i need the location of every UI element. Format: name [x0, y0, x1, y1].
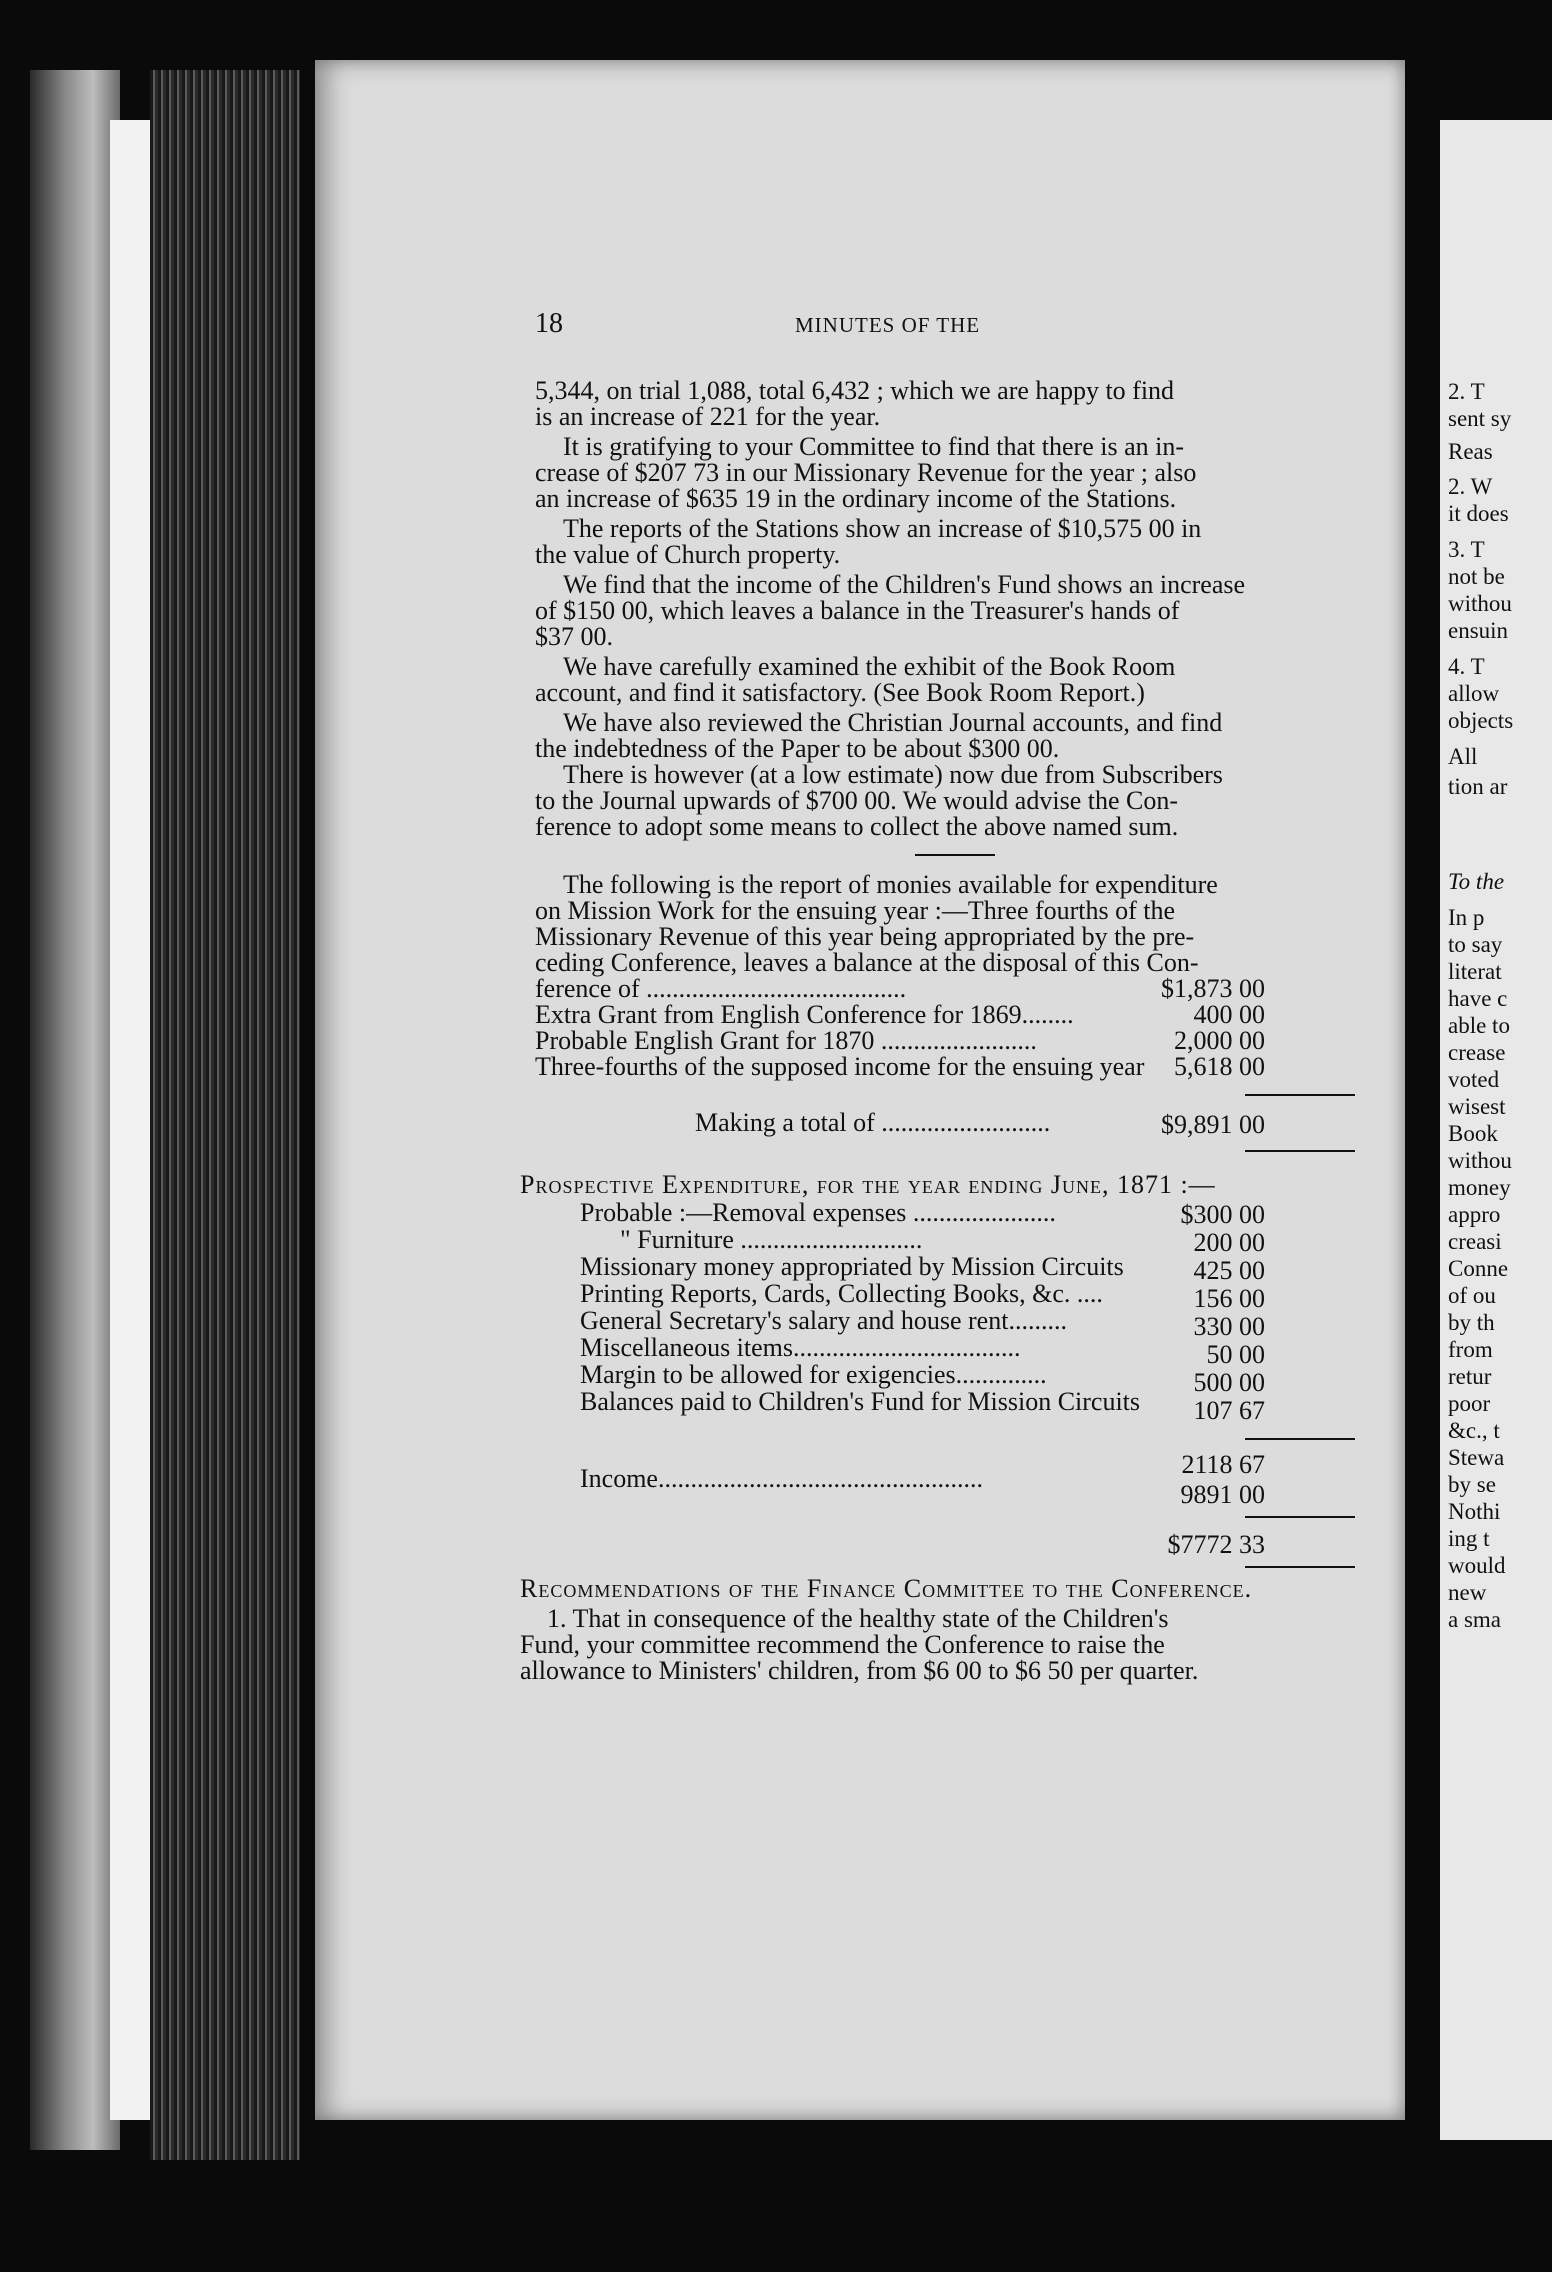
income-item-label: Probable English Grant for 1870 ........................ — [535, 1026, 1037, 1055]
facing-text: money — [1448, 1175, 1511, 1200]
body-line: We have also reviewed the Christian Journal accounts, and find — [563, 708, 1223, 737]
facing-text: to say — [1448, 932, 1503, 957]
body-line: $37 00. — [535, 622, 613, 651]
facing-text: withou — [1448, 1148, 1512, 1173]
facing-text: ensuin — [1448, 618, 1509, 643]
facing-text: 4. T — [1448, 654, 1485, 679]
facing-text: withou — [1448, 591, 1512, 616]
body-line: the indebtedness of the Paper to be about $300 00. — [535, 734, 1060, 763]
income-item-label: ference of ........................................ — [535, 974, 907, 1003]
sum-rule — [1245, 1516, 1355, 1518]
body-line: account, and find it satisfactory. (See Book Room Report.) — [535, 678, 1145, 707]
expenditure-item-label: Margin to be allowed for exigencies.............. — [580, 1360, 1047, 1389]
body-line: is an increase of 221 for the year. — [535, 402, 881, 431]
sum-rule — [1245, 1150, 1355, 1152]
income-item-label: Three-fourths of the supposed income for the ensuing year — [535, 1052, 1145, 1081]
facing-text: of ou — [1448, 1283, 1496, 1308]
facing-text: crease — [1448, 1040, 1506, 1065]
income-label: Income.................................................. — [580, 1464, 983, 1493]
expenditure-heading: Prospective Expenditure, for the year ending June, 1871 :— — [520, 1170, 1216, 1199]
facing-text: it does — [1448, 501, 1509, 526]
facing-text: 3. T — [1448, 537, 1485, 562]
expenditure-item-label: General Secretary's salary and house rent......... — [580, 1306, 1067, 1335]
income-item-label: Extra Grant from English Conference for 1869........ — [535, 1000, 1074, 1029]
body-line: ference to adopt some means to collect the above named sum. — [535, 812, 1179, 841]
facing-text: sent sy — [1448, 406, 1512, 431]
facing-text: a sma — [1448, 1607, 1502, 1632]
facing-text: new — [1448, 1580, 1487, 1605]
facing-text: appro — [1448, 1202, 1501, 1227]
income-item-amount: 400 00 — [1193, 1000, 1265, 1029]
page-number: 18 — [535, 308, 563, 339]
total-label: Making a total of .......................... — [695, 1108, 1051, 1137]
total-amount: $9,891 00 — [1161, 1110, 1265, 1139]
facing-text: not be — [1448, 564, 1505, 589]
expenditure-item-amount: $300 00 — [1180, 1200, 1265, 1229]
body-line: 5,344, on trial 1,088, total 6,432 ; which we are happy to find — [535, 376, 1175, 405]
facing-page-fragment — [1440, 120, 1552, 2140]
facing-text: have c — [1448, 986, 1508, 1011]
expenditure-item-amount: 425 00 — [1193, 1256, 1265, 1285]
facing-text: retur — [1448, 1364, 1492, 1389]
sum-rule — [1245, 1094, 1355, 1096]
expenditure-item-amount: 50 00 — [1206, 1340, 1265, 1369]
facing-text: Conne — [1448, 1256, 1509, 1281]
facing-text: ing t — [1448, 1526, 1490, 1551]
recommendation-line: Fund, your committee recommend the Conference to raise the — [520, 1630, 1165, 1659]
expenditure-item-amount: 107 67 — [1193, 1396, 1265, 1425]
facing-text: To the — [1448, 869, 1505, 894]
facing-text: allow — [1448, 681, 1500, 706]
expenditure-item-label: " Furniture ............................ — [620, 1225, 923, 1254]
facing-text: would — [1448, 1553, 1506, 1578]
recommendation-line: allowance to Ministers' children, from $6 00 to $6 50 per quarter. — [520, 1656, 1199, 1685]
facing-text: by th — [1448, 1310, 1495, 1335]
report-intro-line: on Mission Work for the ensuing year :—Three fourths of the — [535, 896, 1176, 925]
expenditure-item-label: Balances paid to Children's Fund for Mission Circuits — [580, 1387, 1141, 1416]
facing-text: wisest — [1448, 1094, 1506, 1119]
page-edges — [150, 70, 300, 2160]
page-edge-strip — [110, 120, 150, 2120]
body-line: the value of Church property. — [535, 540, 841, 569]
facing-text: literat — [1448, 959, 1502, 984]
facing-text: Reas — [1448, 439, 1493, 464]
report-intro-line: The following is the report of monies available for expenditure — [563, 870, 1218, 899]
expenditure-item-label: Printing Reports, Cards, Collecting Books, &c. .... — [580, 1279, 1103, 1308]
facing-text: 2. W — [1448, 474, 1493, 499]
body-line: to the Journal upwards of $700 00. We would advise the Con- — [535, 786, 1178, 815]
expenditure-item-amount: 500 00 — [1193, 1368, 1265, 1397]
subtotal-amount: 2118 67 — [1181, 1450, 1265, 1479]
facing-text: voted — [1448, 1067, 1500, 1092]
income-item-amount: 5,618 00 — [1174, 1052, 1265, 1081]
body-line: of $150 00, which leaves a balance in the Treasurer's hands of — [535, 596, 1180, 625]
expenditure-item-amount: 156 00 — [1193, 1284, 1265, 1313]
expenditure-item-label: Probable :—Removal expenses ...................... — [580, 1198, 1056, 1227]
body-line: The reports of the Stations show an increase of $10,575 00 in — [563, 514, 1202, 543]
facing-text: Book — [1448, 1121, 1498, 1146]
income-item-amount: 2,000 00 — [1174, 1026, 1265, 1055]
facing-text: 2. T — [1448, 379, 1485, 404]
book-page — [315, 60, 1405, 2120]
balance-amount: $7772 33 — [1167, 1530, 1265, 1559]
body-line: There is however (at a low estimate) now due from Subscribers — [563, 760, 1223, 789]
page-text — [315, 60, 1405, 2120]
income-amount: 9891 00 — [1180, 1480, 1265, 1509]
facing-text: creasi — [1448, 1229, 1502, 1254]
sum-rule — [1245, 1438, 1355, 1440]
facing-text: objects — [1448, 708, 1514, 733]
facing-text: poor — [1448, 1391, 1491, 1416]
expenditure-item-amount: 330 00 — [1193, 1312, 1265, 1341]
divider — [915, 854, 995, 856]
facing-text: tion ar — [1448, 774, 1508, 799]
report-intro-line: Missionary Revenue of this year being appropriated by the pre- — [535, 922, 1195, 951]
facing-text: All — [1448, 744, 1478, 769]
facing-text: &c., t — [1448, 1418, 1500, 1443]
expenditure-item-label: Miscellaneous items................................... — [580, 1333, 1021, 1362]
recommendation-line: 1. That in consequence of the healthy state of the Children's — [547, 1604, 1169, 1633]
body-line: We find that the income of the Children's Fund shows an increase — [563, 570, 1246, 599]
facing-text: by se — [1448, 1472, 1496, 1497]
running-head: MINUTES OF THE — [795, 313, 981, 337]
facing-text: able to — [1448, 1013, 1510, 1038]
expenditure-item-label: Missionary money appropriated by Mission Circuits — [580, 1252, 1124, 1281]
body-line: It is gratifying to your Committee to find that there is an in- — [563, 432, 1184, 461]
income-item-amount: $1,873 00 — [1161, 974, 1265, 1003]
body-line: crease of $207 73 in our Missionary Revenue for the year ; also — [535, 458, 1197, 487]
facing-text: from — [1448, 1337, 1493, 1362]
facing-text: Stewa — [1448, 1445, 1505, 1470]
facing-text: In p — [1448, 905, 1485, 930]
body-line: We have carefully examined the exhibit of the Book Room — [563, 652, 1176, 681]
book-cover-left — [30, 70, 120, 2150]
recommendations-heading: Recommendations of the Finance Committee to the Conference. — [520, 1574, 1253, 1603]
facing-text: Nothi — [1448, 1499, 1501, 1524]
expenditure-item-amount: 200 00 — [1193, 1228, 1265, 1257]
report-intro-line: ceding Conference, leaves a balance at the disposal of this Con- — [535, 948, 1199, 977]
body-line: an increase of $635 19 in the ordinary income of the Stations. — [535, 484, 1177, 513]
sum-rule — [1245, 1566, 1355, 1568]
